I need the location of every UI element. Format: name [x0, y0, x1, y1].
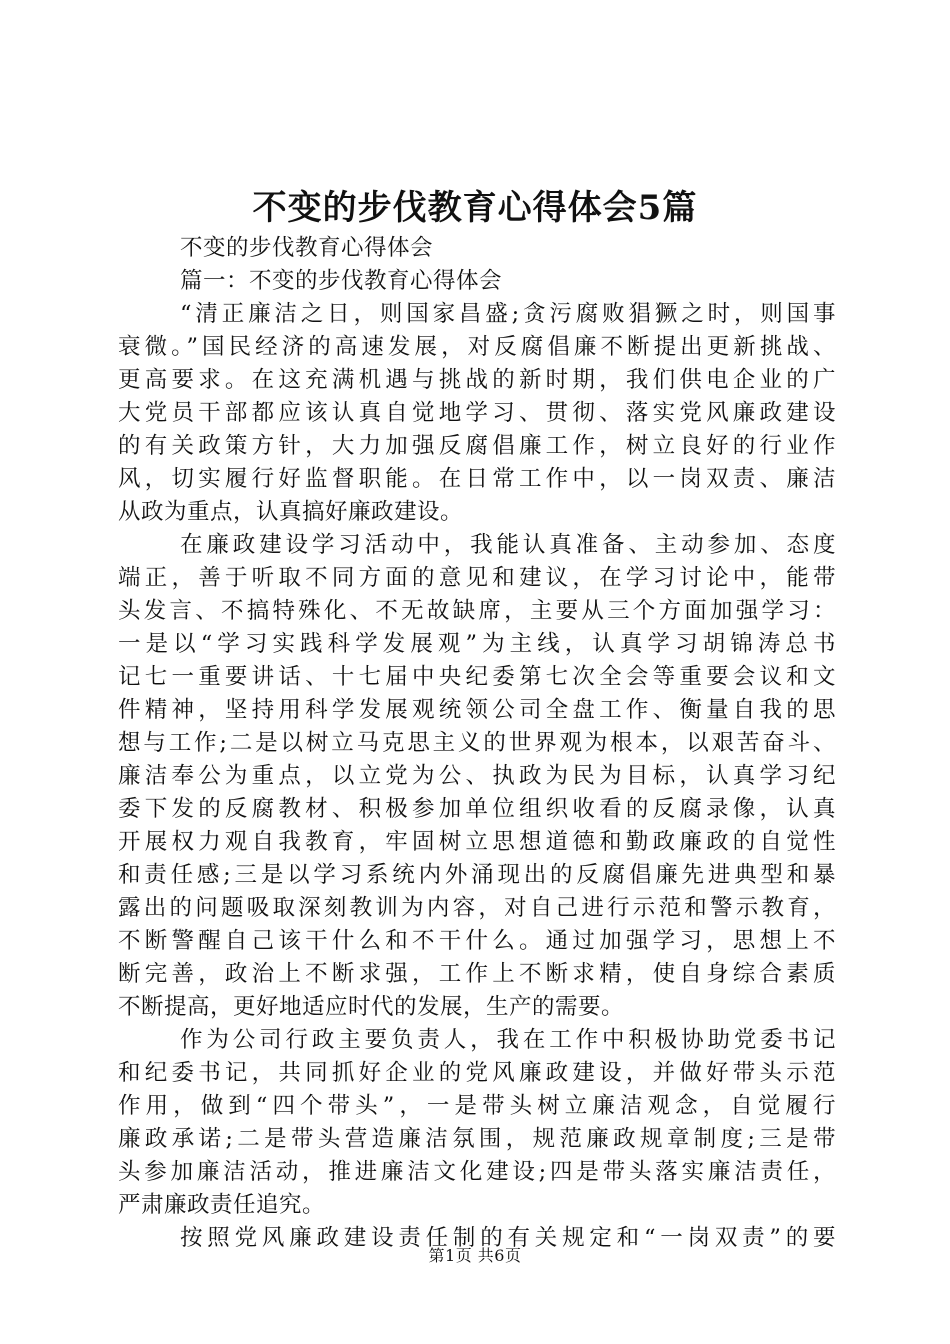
text-line: 作用，做到“四个带头”，一是带头树立廉洁观念，自觉履行 [118, 1093, 836, 1119]
text-line: 作为公司行政主要负责人，我在工作中积极协助党委书记 [180, 1027, 836, 1053]
text-line: 开展权力观自我教育，牢固树立思想道德和勤政廉政的自觉性 [118, 829, 836, 855]
text-line: 头参加廉洁活动，推进廉洁文化建设;四是带头落实廉洁责任， [118, 1159, 836, 1185]
text-line: 头发言、不搞特殊化、不无故缺席，主要从三个方面加强学习： [118, 598, 836, 624]
text-line: 不断警醒自己该干什么和不干什么。通过加强学习，思想上不 [118, 928, 836, 954]
document-body [118, 232, 836, 1255]
text-line: 端正，善于听取不同方面的意见和建议，在学习讨论中，能带 [118, 565, 836, 591]
text-line: 按照党风廉政建设责任制的有关规定和“一岗双责”的要 [180, 1225, 836, 1251]
text-line: 委下发的反腐教材、积极参加单位组织收看的反腐录像，认真 [118, 796, 836, 822]
document-title: 不变的步伐教育心得体会5篇 [252, 188, 698, 228]
text-line: 严肃廉政责任追究。 [118, 1192, 326, 1218]
text-line: 风，切实履行好监督职能。在日常工作中，以一岗双责、廉洁 [118, 466, 836, 492]
text-line: 的有关政策方针，大力加强反腐倡廉工作，树立良好的行业作 [118, 433, 836, 459]
text-line: 廉政承诺;二是带头营造廉洁氛围，规范廉政规章制度;三是带 [118, 1126, 836, 1152]
text-line: 一是以“学习实践科学发展观”为主线，认真学习胡锦涛总书 [118, 631, 836, 657]
text-line: “清正廉洁之日，则国家昌盛;贪污腐败猖獗之时，则国事 [180, 301, 836, 327]
text-line: 件精神，坚持用科学发展观统领公司全盘工作、衡量自我的思 [118, 697, 836, 723]
text-line: 廉洁奉公为重点，以立党为公、执政为民为目标，认真学习纪 [118, 763, 836, 789]
text-line: 大党员干部都应该认真自觉地学习、贯彻、落实党风廉政建设 [118, 400, 836, 426]
text-line: 更高要求。在这充满机遇与挑战的新时期，我们供电企业的广 [118, 367, 836, 393]
text-line: 衰微。”国民经济的高速发展，对反腐倡廉不断提出更新挑战、 [118, 334, 836, 360]
text-line: 断完善，政治上不断求强，工作上不断求精，使自身综合素质 [118, 961, 836, 987]
text-line: 从政为重点，认真搞好廉政建设。 [118, 499, 464, 525]
text-line: 和纪委书记，共同抓好企业的党风廉政建设，并做好带头示范 [118, 1060, 836, 1086]
text-line: 不变的步伐教育心得体会 [180, 235, 434, 261]
text-line: 记七一重要讲话、十七届中央纪委第七次全会等重要会议和文 [118, 664, 836, 690]
text-line: 篇一：不变的步伐教育心得体会 [180, 268, 503, 294]
page-number: 第1页 共6页 [428, 1246, 522, 1265]
text-line: 想与工作;二是以树立马克思主义的世界观为根本，以艰苦奋斗、 [118, 730, 836, 756]
text-line: 不断提高，更好地适应时代的发展，生产的需要。 [118, 994, 625, 1020]
text-line: 露出的问题吸取深刻教训为内容，对自己进行示范和警示教育， [118, 895, 836, 921]
text-line: 在廉政建设学习活动中，我能认真准备、主动参加、态度 [180, 532, 836, 558]
text-line: 和责任感;三是以学习系统内外涌现出的反腐倡廉先进典型和暴 [118, 862, 836, 888]
